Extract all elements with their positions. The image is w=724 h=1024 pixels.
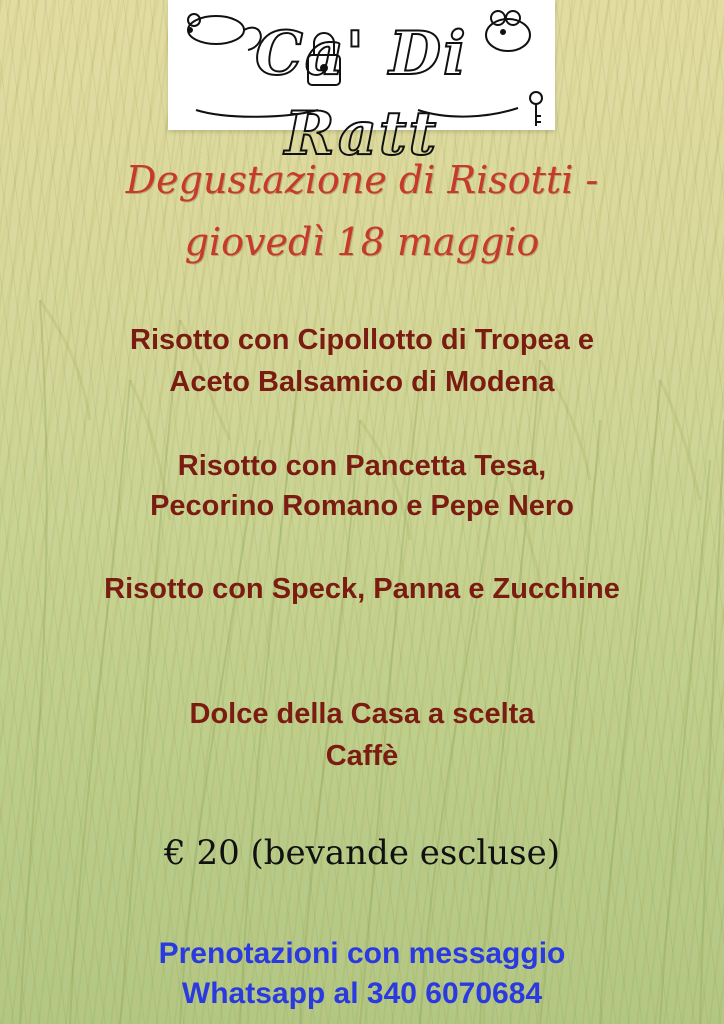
logo-text: Ca' Di Ratt (255, 19, 468, 169)
event-title-line1: Degustazione di Risotti - (125, 158, 599, 202)
menu-item-2-line2: Pecorino Romano e Pepe Nero (150, 490, 574, 522)
price-text: € 20 (bevande escluse) (164, 833, 560, 873)
event-title-line2: giovedì 18 maggio (184, 220, 540, 264)
booking-line1: Prenotazioni con messaggio (158, 937, 566, 970)
menu-coffee: Caffè (325, 740, 399, 772)
menu-item-1-line2: Aceto Balsamico di Modena (169, 366, 555, 398)
menu-dessert: Dolce della Casa a scelta (189, 698, 535, 730)
menu-item-1-line1: Risotto con Cipollotto di Tropea e (130, 324, 594, 356)
menu-item-2-line1: Risotto con Pancetta Tesa, (177, 450, 547, 482)
menu-item-3: Risotto con Speck, Panna e Zucchine (104, 573, 620, 605)
logo-banner (168, 0, 555, 169)
booking-line2: Whatsapp al 340 6070684 (181, 977, 543, 1010)
